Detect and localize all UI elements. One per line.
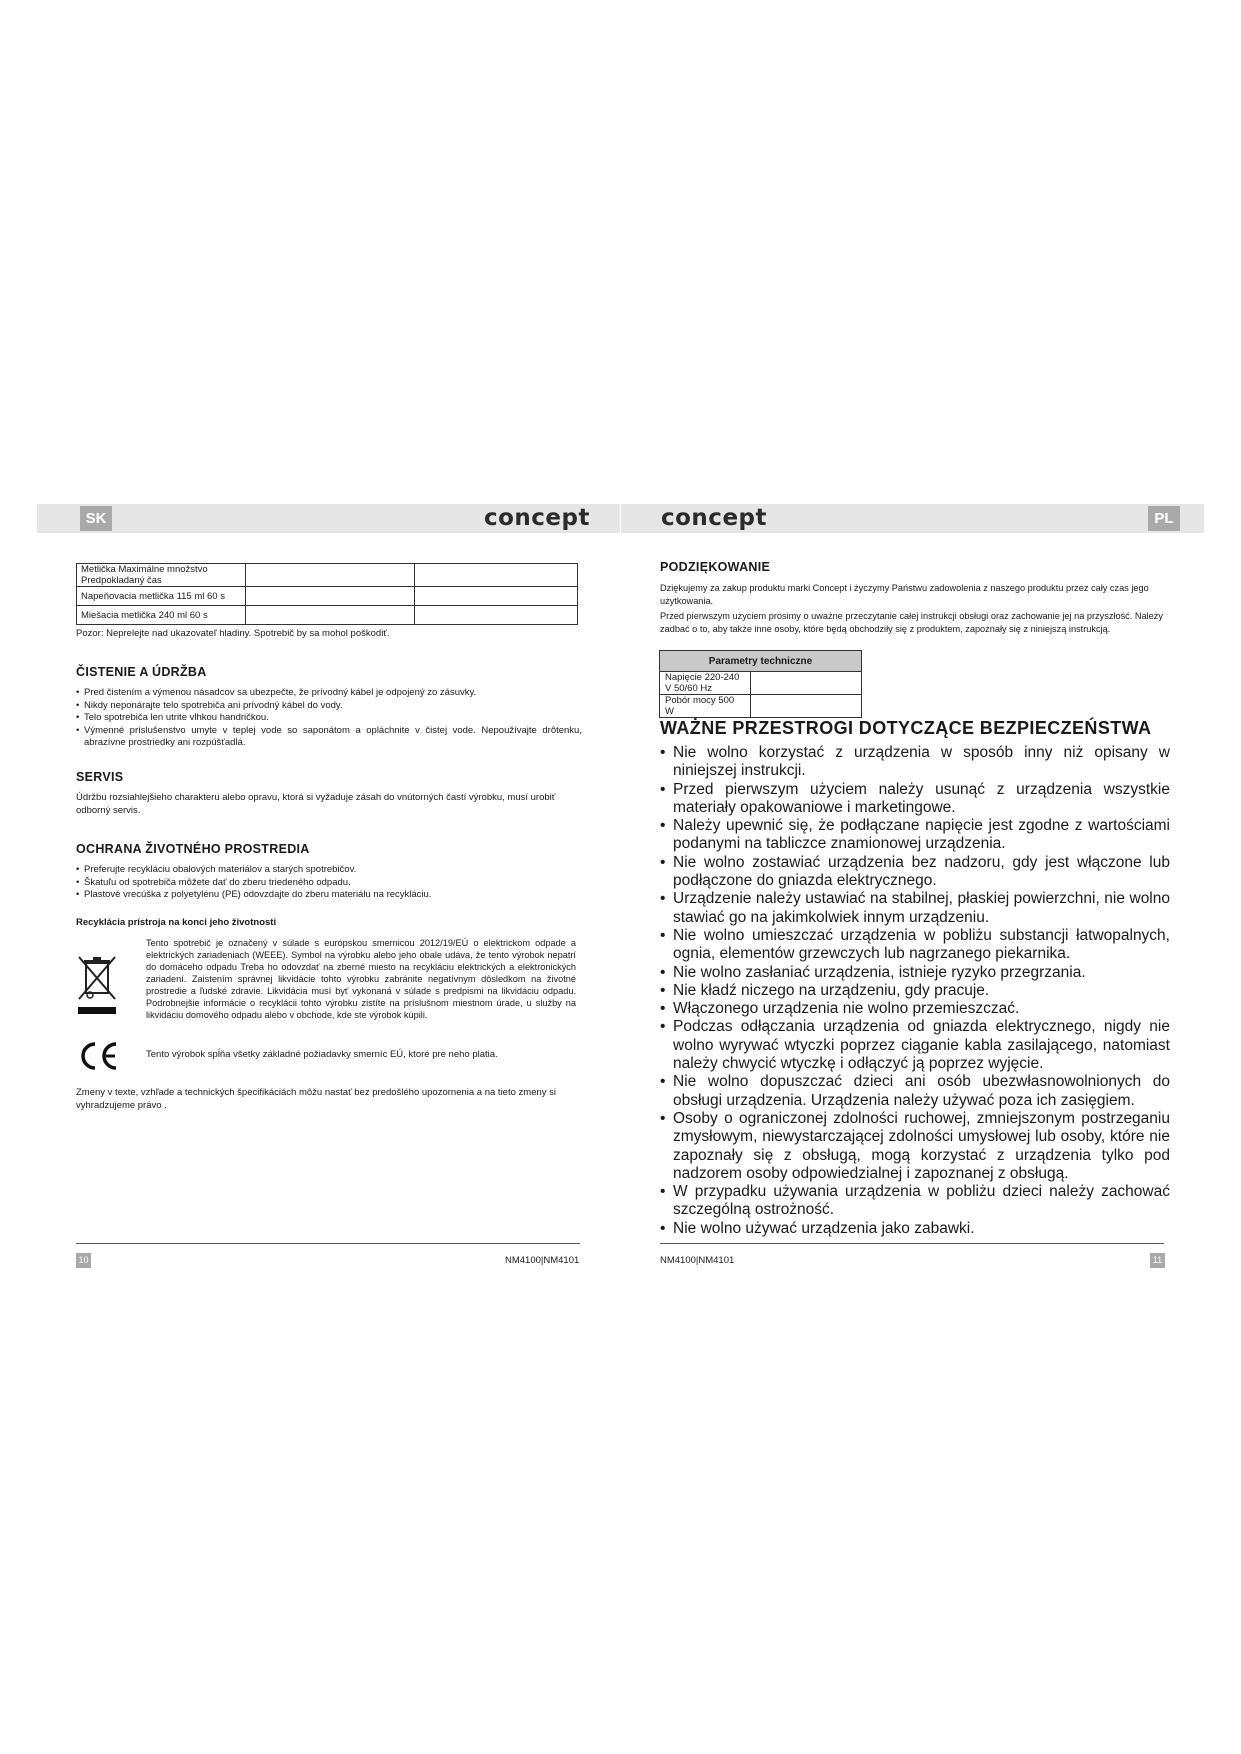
list-item: • Nie wolno korzystać z urządzenia w sposób inny niż opisany w niniejszej instrukcji. [660, 744, 1170, 781]
recycling-text: Tento spotrebič je označený v súlade s európskou smernicou 2012/19/EÚ o elektrickom odpade a elektrických zariadeniach (WEEE). Symbol na výrobku alebo jeho obale udáva, že tento výrobok nepatrí do domáceho odpadu Treba ho odovzdať na zberné miesto na recykláciu elektrických a elektronických zariadení. Zaistením správnej likvidácie tohto výrobku zabránite negatívnym dôsledkom na životné prostredie a ľudské zdravie. Likvidácia musí byť vykonaná v súlade s predpismi na likvidáciu odpadu. Podrobnejšie informácie o recyklácii tohto výrobku zistíte na príslušnom miestnom úrade, u služby na likvidáciu domového odpadu alebo v obchode, kde ste výrobok kúpili. [146, 938, 576, 1020]
header-bar-left [37, 504, 620, 533]
footer-rule-left [76, 1243, 580, 1244]
list-item: • Nie kładź niczego na urządzeniu, gdy pracuje. [660, 982, 1170, 1000]
table-row [660, 651, 862, 672]
model-number-left: NM4100|NM4101 [505, 1255, 580, 1266]
list-item: • Nie wolno zostawiać urządzenia bez nadzoru, gdy jest włączone lub podłączone do gniazda elektrycznego. [660, 854, 1170, 891]
list-item: • Pred čistením a výmenou násadcov sa ubezpečte, že prívodný kábel je odpojený zo zásuvky. [76, 687, 582, 700]
service-heading: SERVIS [76, 770, 124, 784]
list-item: • Výmenné príslušenstvo umyte v teplej vode so saponátom a opláchnite v čistej vode. Nepoužívajte drôtenku, abrazívne prostriedky ani rozpúšťadlá. [76, 725, 582, 750]
list-item: • Urządzenie należy ustawiać na stabilnej, płaskiej powierzchni, nie wolno stawiać go na jakimkolwiek innym urządzeniu. [660, 890, 1170, 927]
model-number-right: NM4100|NM4101 [660, 1255, 735, 1266]
list-item: • Škatuľu od spotrebiča môžete dať do zberu triedeného odpadu. [76, 877, 582, 890]
table-cell [415, 564, 578, 587]
thanks-heading: PODZIĘKOWANIE [660, 560, 771, 574]
table-cell [415, 587, 578, 606]
list-item: • Plastové vrecúška z polyetylénu (PE) odovzdajte do zberu materiálu na recykláciu. [76, 889, 582, 902]
table-cell [751, 695, 862, 718]
table-cell [246, 564, 415, 587]
brand-logo-left: concept [483, 505, 590, 531]
disclaimer-text: Zmeny v texte, vzhľade a technických špecifikáciách môžu nastať bez predošlého upozornenia a na tieto zmeny si vyhradzujeme právo . [76, 1087, 557, 1111]
list-item: • Należy upewnić się, że podłączane napięcie jest zgodne z wartościami podanymi na tabliczce znamionowej urządzenia. [660, 817, 1170, 854]
weee-crossed-bin-icon [76, 955, 118, 1015]
technical-parameters-table [659, 650, 862, 718]
ce-text: Tento výrobok spĺňa všetky základné požiadavky smerníc EÚ, ktoré pre neho platia. [146, 1049, 498, 1060]
environment-heading: OCHRANA ŽIVOTNÉHO PROSTREDIA [76, 842, 310, 856]
safety-heading: WAŻNE PRZESTROGI DOTYCZĄCE BEZPIECZEŃSTWA [660, 718, 1152, 738]
list-item: • Nie wolno umieszczać urządzenia w pobliżu substancji łatwopalnych, ognia, elementów grzewczych lub nagrzanego piekarnika. [660, 927, 1170, 964]
footer-rule-right [660, 1243, 1164, 1244]
table-row [77, 564, 578, 587]
cleaning-heading: ČISTENIE A ÚDRŽBA [76, 665, 207, 679]
table-cell [415, 606, 578, 625]
list-item: • Nikdy neponárajte telo spotrebiča ani prívodný kábel do vody. [76, 700, 582, 713]
brand-logo-right: concept [661, 505, 768, 531]
list-item: • Osoby o ograniczonej zdolności ruchowej, zmniejszonym postrzeganiu zmysłowym, niewystarczającej zdolności umysłowej lub osoby, które nie zapoznały się z obsługą, mogą korzystać z urządzenia tylko pod nadzorem osoby odpowiedzialnej i zapoznanej z obsługą. [660, 1110, 1170, 1183]
table-cell [246, 587, 415, 606]
list-item: • Nie wolno używać urządzenia jako zabawki. [660, 1220, 1170, 1238]
cleaning-list [76, 687, 582, 750]
list-item: • Preferujte recykláciu obalových materiálov a starých spotrebičov. [76, 864, 582, 877]
table-cell: Metlička Maximálne množstvo Predpokladaný čas [77, 564, 246, 587]
list-item: • Nie wolno zasłaniać urządzenia, istnieje ryzyko przegrzania. [660, 964, 1170, 982]
table-cell: Miešacia metlička 240 ml 60 s [77, 606, 246, 625]
table-cell [246, 606, 415, 625]
language-badge-sk: SK [80, 506, 112, 531]
header-bar-right [621, 504, 1204, 533]
whisk-spec-table [76, 563, 578, 625]
thanks-text-2: Przed pierwszym użyciem prosimy o uważne przeczytanie całej instrukcji obsługi oraz zachowanie jej na przyszłość. Należy zadbać o to, aby także inne osoby, które będą obchodziły się z produktem, zapoznały się z niniejszą instrukcją. [660, 611, 1163, 634]
list-item: • Telo spotrebiča len utrite vlhkou handričkou. [76, 712, 582, 725]
table-cell: Napięcie 220-240 V 50/60 Hz [660, 672, 751, 695]
list-item: • Podczas odłączania urządzenia od gniazda elektrycznego, nigdy nie wolno wyrywać wtyczki poprzez ciąganie kabla zasilającego, natomiast należy chwycić wtyczkę i odłączyć ją poprzez wyjęcie. [660, 1018, 1170, 1073]
thanks-text-1: Dziękujemy za zakup produktu marki Concept i życzymy Państwu zadowolenia z naszego produktu przez cały czas jego użytkowania. [660, 583, 1149, 606]
list-item: • Przed pierwszym użyciem należy usunąć z urządzenia wszystkie materiały opakowaniowe i marketingowe. [660, 781, 1170, 818]
service-text: Údržbu rozsiahlejšieho charakteru alebo opravu, ktorá si vyžaduje zásah do vnútorných častí výrobku, musí urobiť odborný servis. [76, 792, 556, 816]
list-item: • W przypadku używania urządzenia w pobliżu dzieci należy zachować szczególną ostrożność. [660, 1183, 1170, 1220]
table-row [77, 587, 578, 606]
language-badge-pl: PL [1148, 506, 1180, 531]
page-number-right: 11 [1150, 1253, 1165, 1268]
safety-list [660, 744, 1170, 1238]
list-item: • Nie wolno dopuszczać dzieci ani osób ubezwłasnowolnionych do obsługi urządzenia. Urządzenia należy używać poza ich zasięgiem. [660, 1073, 1170, 1110]
level-warning: Pozor: Neprelejte nad ukazovateľ hladiny. Spotrebič by sa mohol poškodiť. [76, 628, 390, 639]
table-cell [751, 672, 862, 695]
table-row [660, 672, 862, 695]
table-row [77, 606, 578, 625]
page-number-left: 10 [76, 1253, 91, 1268]
recycling-heading: Recyklácia prístroja na konci jeho životnosti [76, 917, 277, 928]
table-cell: Pobór mocy 500 W [660, 695, 751, 718]
list-item: • Włączonego urządzenia nie wolno przemieszczać. [660, 1000, 1170, 1018]
table-cell: Napeňovacia metlička 115 ml 60 s [77, 587, 246, 606]
ce-mark-icon [76, 1040, 120, 1072]
environment-list [76, 864, 582, 902]
table-header: Parametry techniczne [660, 651, 862, 672]
table-row [660, 695, 862, 718]
